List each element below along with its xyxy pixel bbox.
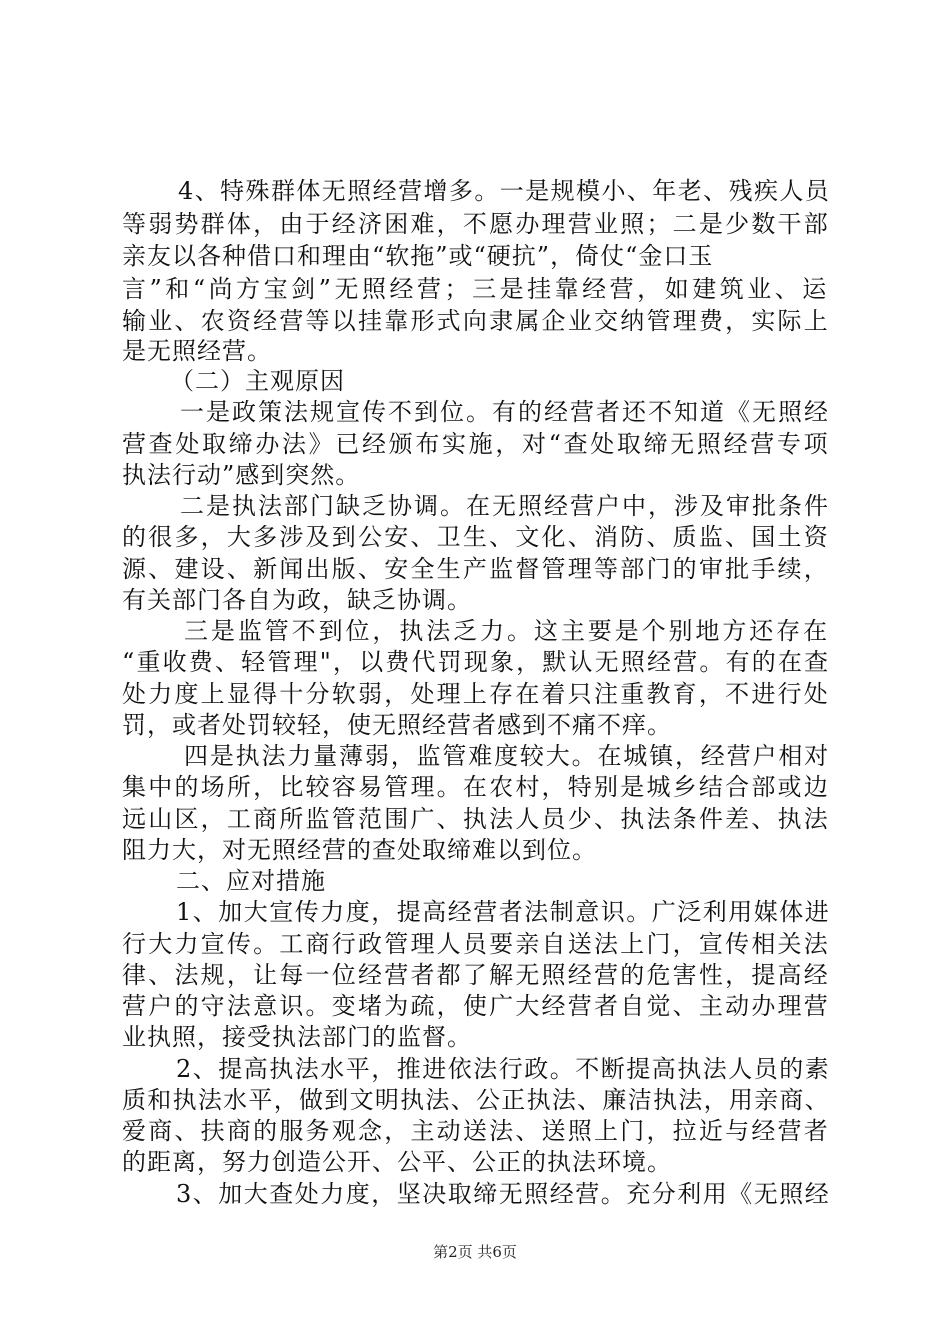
page-number-footer: 第2页 共6页 — [433, 1243, 517, 1261]
text-line: 营户的守法意识。变堵为疏，使广大经营者自觉、主动办理营 — [122, 992, 830, 1020]
text-line: “重收费、轻管理"，以费代罚现象，默认无照经营。有的在查 — [122, 648, 831, 676]
text-line: 阻力大，对无照经营的查处取缔难以到位。 — [122, 836, 597, 864]
text-line: 营查处取缔办法》已经颁布实施，对“查处取缔无照经营专项 — [122, 430, 831, 458]
text-line: 一是政策法规宣传不到位。有的经营者还不知道《无照经 — [180, 398, 830, 426]
text-line: 输业、农资经营等以挂靠形式向隶属企业交纳管理费，实际上 — [122, 307, 830, 335]
text-line: 二是执法部门缺乏协调。在无照经营户中，涉及审批条件 — [180, 492, 830, 520]
text-line: 律、法规，让每一位经营者都了解无照经营的危害性，提高经 — [122, 961, 830, 989]
text-line: 远山区，工商所监管范围广、执法人员少、执法条件差、执法 — [122, 805, 830, 833]
text-line: 行大力宣传。工商行政管理人员要亲自送法上门，宣传相关法 — [122, 930, 830, 958]
text-line: 等弱势群体，由于经济困难，不愿办理营业照；二是少数干部 — [122, 210, 830, 238]
text-line: 爱商、扶商的服务观念，主动送法、送照上门，拉近与经营者 — [122, 1117, 830, 1145]
text-line: 1、加大宣传力度，提高经营者法制意识。广泛利用媒体进 — [176, 898, 831, 926]
text-line: 三是监管不到位，执法乏力。这主要是个别地方还存在 — [184, 617, 830, 645]
text-line: 2、提高执法水平，推进依法行政。不断提高执法人员的素 — [176, 1055, 831, 1083]
text-line: 4、特殊群体无照经营增多。一是规模小、年老、残疾人员 — [178, 177, 831, 205]
section-heading: 二、应对措施 — [176, 867, 326, 895]
text-line: 处力度上显得十分软弱，处理上存在着只注重教育，不进行处 — [122, 680, 830, 708]
text-line: 集中的场所，比较容易管理。在农村，特别是城乡结合部或边 — [122, 773, 830, 801]
text-line: 3、加大查处力度，坚决取缔无照经营。充分利用《无照经 — [176, 1180, 831, 1208]
text-line: 四是执法力量薄弱，监管难度较大。在城镇，经营户相对 — [184, 742, 830, 770]
text-line: 质和执法水平，做到文明执法、公正执法、廉洁执法，用亲商、 — [122, 1086, 830, 1114]
section-heading: （二）主观原因 — [170, 367, 345, 395]
text-line: 罚，或者处罚较轻，使无照经营者感到不痛不痒。 — [122, 711, 672, 739]
text-line: 的很多，大多涉及到公安、卫生、文化、消防、质监、国土资 — [122, 523, 830, 551]
text-line: 有关部门各自为政，缺乏协调。 — [122, 586, 472, 614]
text-line: 源、建设、新闻出版、安全生产监督管理等部门的审批手续， — [122, 555, 830, 583]
text-line: 的距离，努力创造公开、公平、公正的执法环境。 — [122, 1148, 672, 1176]
text-line: 言”和“尚方宝剑”无照经营；三是挂靠经营，如建筑业、运 — [122, 275, 830, 303]
text-line: 业执照，接受执法部门的监督。 — [122, 1023, 472, 1051]
text-line: 执法行动”感到突然。 — [122, 461, 361, 489]
text-line: 是无照经营。 — [122, 337, 272, 365]
text-line: 亲友以各种借口和理由“软拖”或“硬抗”，倚仗“金口玉 — [122, 242, 714, 270]
